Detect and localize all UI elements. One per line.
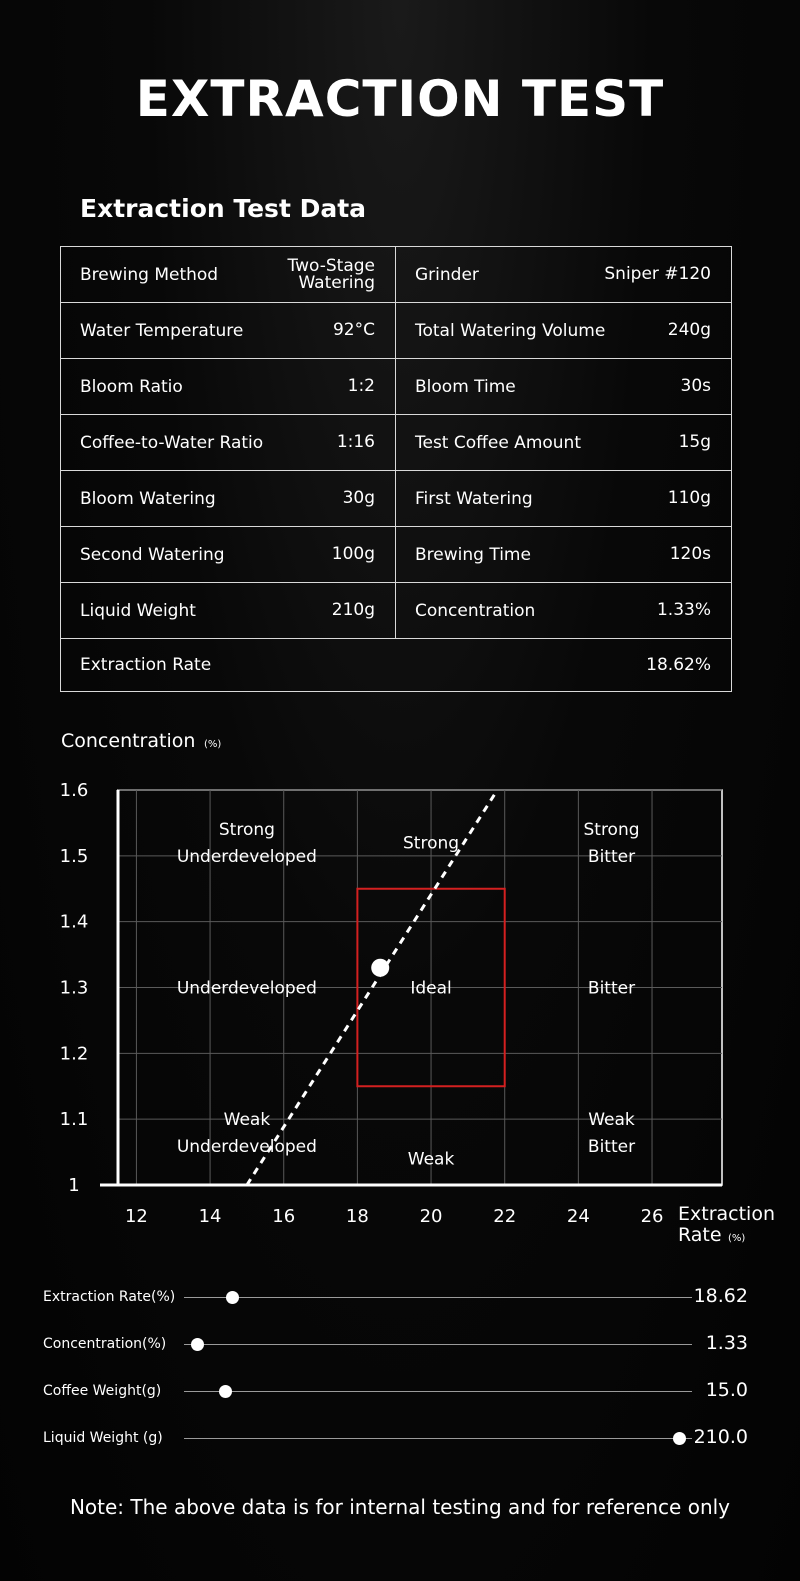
x-axis-unit: (%) [728, 1233, 746, 1244]
cell-value: 240g [667, 320, 711, 340]
slider-track[interactable] [184, 1344, 692, 1345]
table-cell [61, 303, 396, 359]
cell-label: Brewing Time [415, 544, 531, 565]
x-tick-label: 14 [198, 1206, 222, 1227]
y-tick-label: 1.2 [59, 1043, 89, 1065]
table-cell [396, 359, 732, 415]
zone-label: Underdeveloped [176, 978, 317, 999]
x-tick-label: 12 [124, 1206, 148, 1227]
cell-label: Total Watering Volume [415, 320, 606, 341]
table-cell [61, 359, 396, 415]
y-axis-unit: (%) [204, 739, 222, 750]
slider-value: 18.62 [693, 1285, 748, 1307]
slider-label: Extraction Rate(%) [43, 1289, 176, 1305]
cell-label: First Watering [415, 488, 533, 509]
slider-track[interactable] [184, 1438, 692, 1439]
cell-value: 120s [669, 544, 711, 564]
cell-value: 110g [667, 488, 711, 508]
cell-value: Sniper #120 [604, 264, 711, 284]
slider-label: Concentration(%) [43, 1336, 167, 1352]
table-cell [396, 583, 732, 639]
slider-track[interactable] [184, 1391, 692, 1392]
table-row [61, 471, 732, 527]
table-row [61, 415, 732, 471]
slider-thumb[interactable] [219, 1385, 232, 1398]
x-tick-label: 26 [640, 1206, 664, 1227]
disclaimer-note: Note: The above data is for internal testing and for reference only [69, 1495, 731, 1519]
table-cell [396, 471, 732, 527]
cell-label: Concentration [415, 600, 536, 621]
table-cell [396, 527, 732, 583]
slider-value: 1.33 [705, 1332, 748, 1354]
x-axis-title-rate: Rate [678, 1224, 722, 1246]
y-axis-title: Concentration [61, 730, 196, 752]
x-tick-label: 24 [566, 1206, 590, 1227]
slider-value: 210.0 [693, 1426, 748, 1448]
cell-value: 15g [678, 432, 711, 452]
y-tick-label: 1.6 [59, 780, 89, 801]
zone-label: Weak [588, 1109, 635, 1130]
slider-thumb[interactable] [673, 1432, 686, 1445]
table-row [61, 247, 732, 303]
zone-label: Underdeveloped [176, 847, 317, 868]
page-title: EXTRACTION TEST [135, 70, 665, 128]
slider-label: Liquid Weight (g) [43, 1430, 163, 1446]
slider-row [0, 1372, 800, 1419]
cell-value: 92°C [332, 320, 375, 340]
cell-value: 1.33% [656, 600, 711, 620]
cell-label: Bloom Time [415, 376, 516, 397]
cell-value: 30s [680, 376, 711, 396]
y-tick-label: 1 [68, 1175, 80, 1196]
table-cell [61, 639, 732, 692]
x-axis-title: Extraction [678, 1203, 775, 1225]
zone-label: Strong [218, 820, 275, 841]
y-tick-label: 1.5 [59, 845, 89, 867]
zone-label: Underdeveloped [176, 1136, 317, 1157]
table-row [61, 303, 732, 359]
x-tick-label: 18 [345, 1206, 369, 1227]
x-tick-label: 20 [419, 1206, 443, 1227]
extraction-chart [0, 720, 800, 1270]
cell-label: Second Watering [80, 544, 225, 565]
zone-label: Weak [407, 1149, 455, 1170]
y-tick-label: 1.3 [59, 977, 89, 999]
slider-row [0, 1325, 800, 1372]
cell-label: Extraction Rate [80, 655, 212, 675]
zone-label: Bitter [587, 978, 636, 999]
y-tick-label: 1.4 [59, 911, 89, 933]
slider-value: 15.0 [705, 1379, 748, 1401]
slider-list [0, 1278, 800, 1466]
cell-label: Liquid Weight [80, 600, 196, 621]
table-cell [396, 247, 732, 303]
table-row-footer [61, 639, 732, 692]
cell-value: 1:16 [336, 432, 375, 452]
table-cell [61, 471, 396, 527]
zone-label: Bitter [587, 847, 636, 868]
cell-label: Grinder [415, 264, 479, 285]
table-row [61, 527, 732, 583]
cell-value: 1:2 [347, 376, 375, 396]
cell-value: 30g [342, 488, 375, 508]
table-cell [396, 415, 732, 471]
cell-label: Water Temperature [80, 320, 244, 341]
table-row [61, 583, 732, 639]
zone-label: Bitter [587, 1136, 636, 1157]
slider-row [0, 1419, 800, 1466]
x-tick-label: 16 [272, 1206, 296, 1227]
zone-label: Strong [583, 820, 640, 841]
cell-value: Two-Stage Watering [287, 255, 375, 293]
slider-track[interactable] [184, 1297, 692, 1298]
y-tick-label: 1.1 [59, 1109, 89, 1131]
test-data-table [60, 246, 732, 692]
slider-label: Coffee Weight(g) [43, 1383, 162, 1399]
slider-thumb[interactable] [191, 1338, 204, 1351]
cell-value: 100g [331, 544, 375, 564]
data-point [371, 959, 389, 977]
table-cell [61, 415, 396, 471]
cell-label: Brewing Method [80, 264, 219, 285]
slider-thumb[interactable] [226, 1291, 239, 1304]
cell-value: 18.62% [646, 654, 711, 675]
zone-label: Ideal [410, 978, 452, 999]
cell-label: Test Coffee Amount [415, 432, 581, 453]
cell-value: 210g [331, 600, 375, 620]
zone-label: Strong [403, 833, 460, 854]
cell-label: Bloom Ratio [80, 376, 183, 397]
table-cell [396, 303, 732, 359]
cell-label: Coffee-to-Water Ratio [80, 432, 264, 453]
cell-label: Bloom Watering [80, 488, 216, 509]
zone-label: Weak [223, 1109, 271, 1130]
table-cell [61, 583, 396, 639]
table-row [61, 359, 732, 415]
table-cell [61, 247, 396, 303]
section-title: Extraction Test Data [80, 194, 367, 223]
x-tick-label: 22 [493, 1206, 517, 1227]
table-cell [61, 527, 396, 583]
slider-row [0, 1278, 800, 1325]
